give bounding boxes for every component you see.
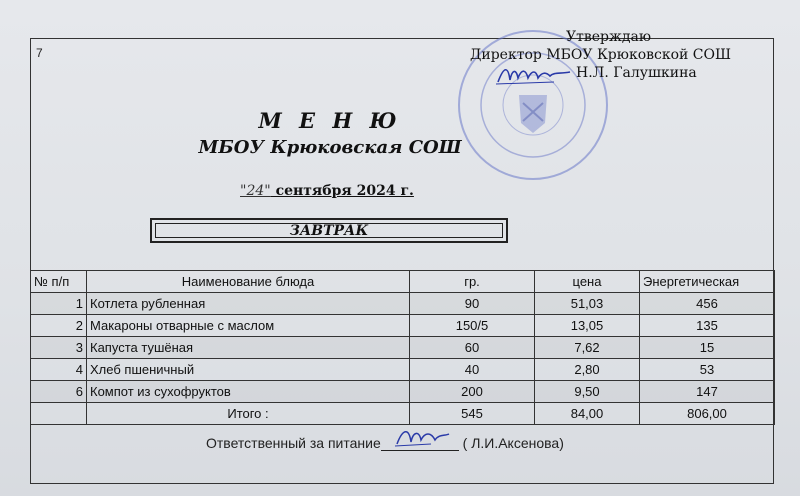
header-grams: гр. (410, 271, 535, 293)
menu-table (30, 270, 775, 425)
total-label: Итого : (87, 403, 410, 425)
total-grams: 545 (410, 403, 535, 425)
row-energy: 15 (640, 337, 775, 359)
row-name: Хлеб пшеничный (87, 359, 410, 381)
date-day: "24" (240, 183, 271, 199)
row-grams: 40 (410, 359, 535, 381)
table-total-row (31, 403, 775, 425)
header-num: № п/п (31, 271, 87, 293)
total-price: 84,00 (535, 403, 640, 425)
row-energy: 456 (640, 293, 775, 315)
meal-box (150, 218, 508, 243)
footer-person: ( Л.И.Аксенова) (462, 435, 564, 451)
row-price: 13,05 (535, 315, 640, 337)
meal-label: ЗАВТРАК (289, 223, 369, 239)
row-grams: 90 (410, 293, 535, 315)
approval-line-3: Н.Л. Галушкина (576, 65, 697, 81)
date-month-year: сентября 2024 г. (270, 183, 414, 199)
row-energy: 147 (640, 381, 775, 403)
row-grams: 60 (410, 337, 535, 359)
row-num: 2 (31, 315, 87, 337)
row-name: Компот из сухофруктов (87, 381, 410, 403)
row-name: Котлета рубленная (87, 293, 410, 315)
row-grams: 200 (410, 381, 535, 403)
row-price: 2,80 (535, 359, 640, 381)
table-row (31, 359, 775, 381)
header-name: Наименование блюда (87, 271, 410, 293)
table-row (31, 337, 775, 359)
table-row (31, 315, 775, 337)
table-header-row (31, 271, 775, 293)
approval-line-2: Директор МБОУ Крюковской СОШ (470, 47, 731, 63)
row-num: 6 (31, 381, 87, 403)
header-price: цена (535, 271, 640, 293)
row-num: 4 (31, 359, 87, 381)
director-signature (494, 60, 574, 90)
table-row (31, 293, 775, 315)
signature-line (381, 436, 459, 451)
row-price: 9,50 (535, 381, 640, 403)
table-row (31, 381, 775, 403)
row-num: 1 (31, 293, 87, 315)
responsible-signature (391, 424, 451, 450)
row-price: 51,03 (535, 293, 640, 315)
header-energy: Энергетическая (640, 271, 775, 293)
page-number: 7 (36, 46, 43, 60)
total-num-empty (31, 403, 87, 425)
total-energy: 806,00 (640, 403, 775, 425)
approval-line-1: Утверждаю (566, 29, 652, 45)
row-name: Капуста тушёная (87, 337, 410, 359)
row-energy: 135 (640, 315, 775, 337)
row-price: 7,62 (535, 337, 640, 359)
footer-label: Ответственный за питание (206, 435, 381, 451)
row-name: Макароны отварные с маслом (87, 315, 410, 337)
footer-responsible (206, 435, 564, 451)
row-grams: 150/5 (410, 315, 535, 337)
school-name: МБОУ Крюковская СОШ (198, 137, 462, 158)
menu-date (240, 183, 414, 199)
row-energy: 53 (640, 359, 775, 381)
page-title: М Е Н Ю (258, 108, 402, 133)
row-num: 3 (31, 337, 87, 359)
